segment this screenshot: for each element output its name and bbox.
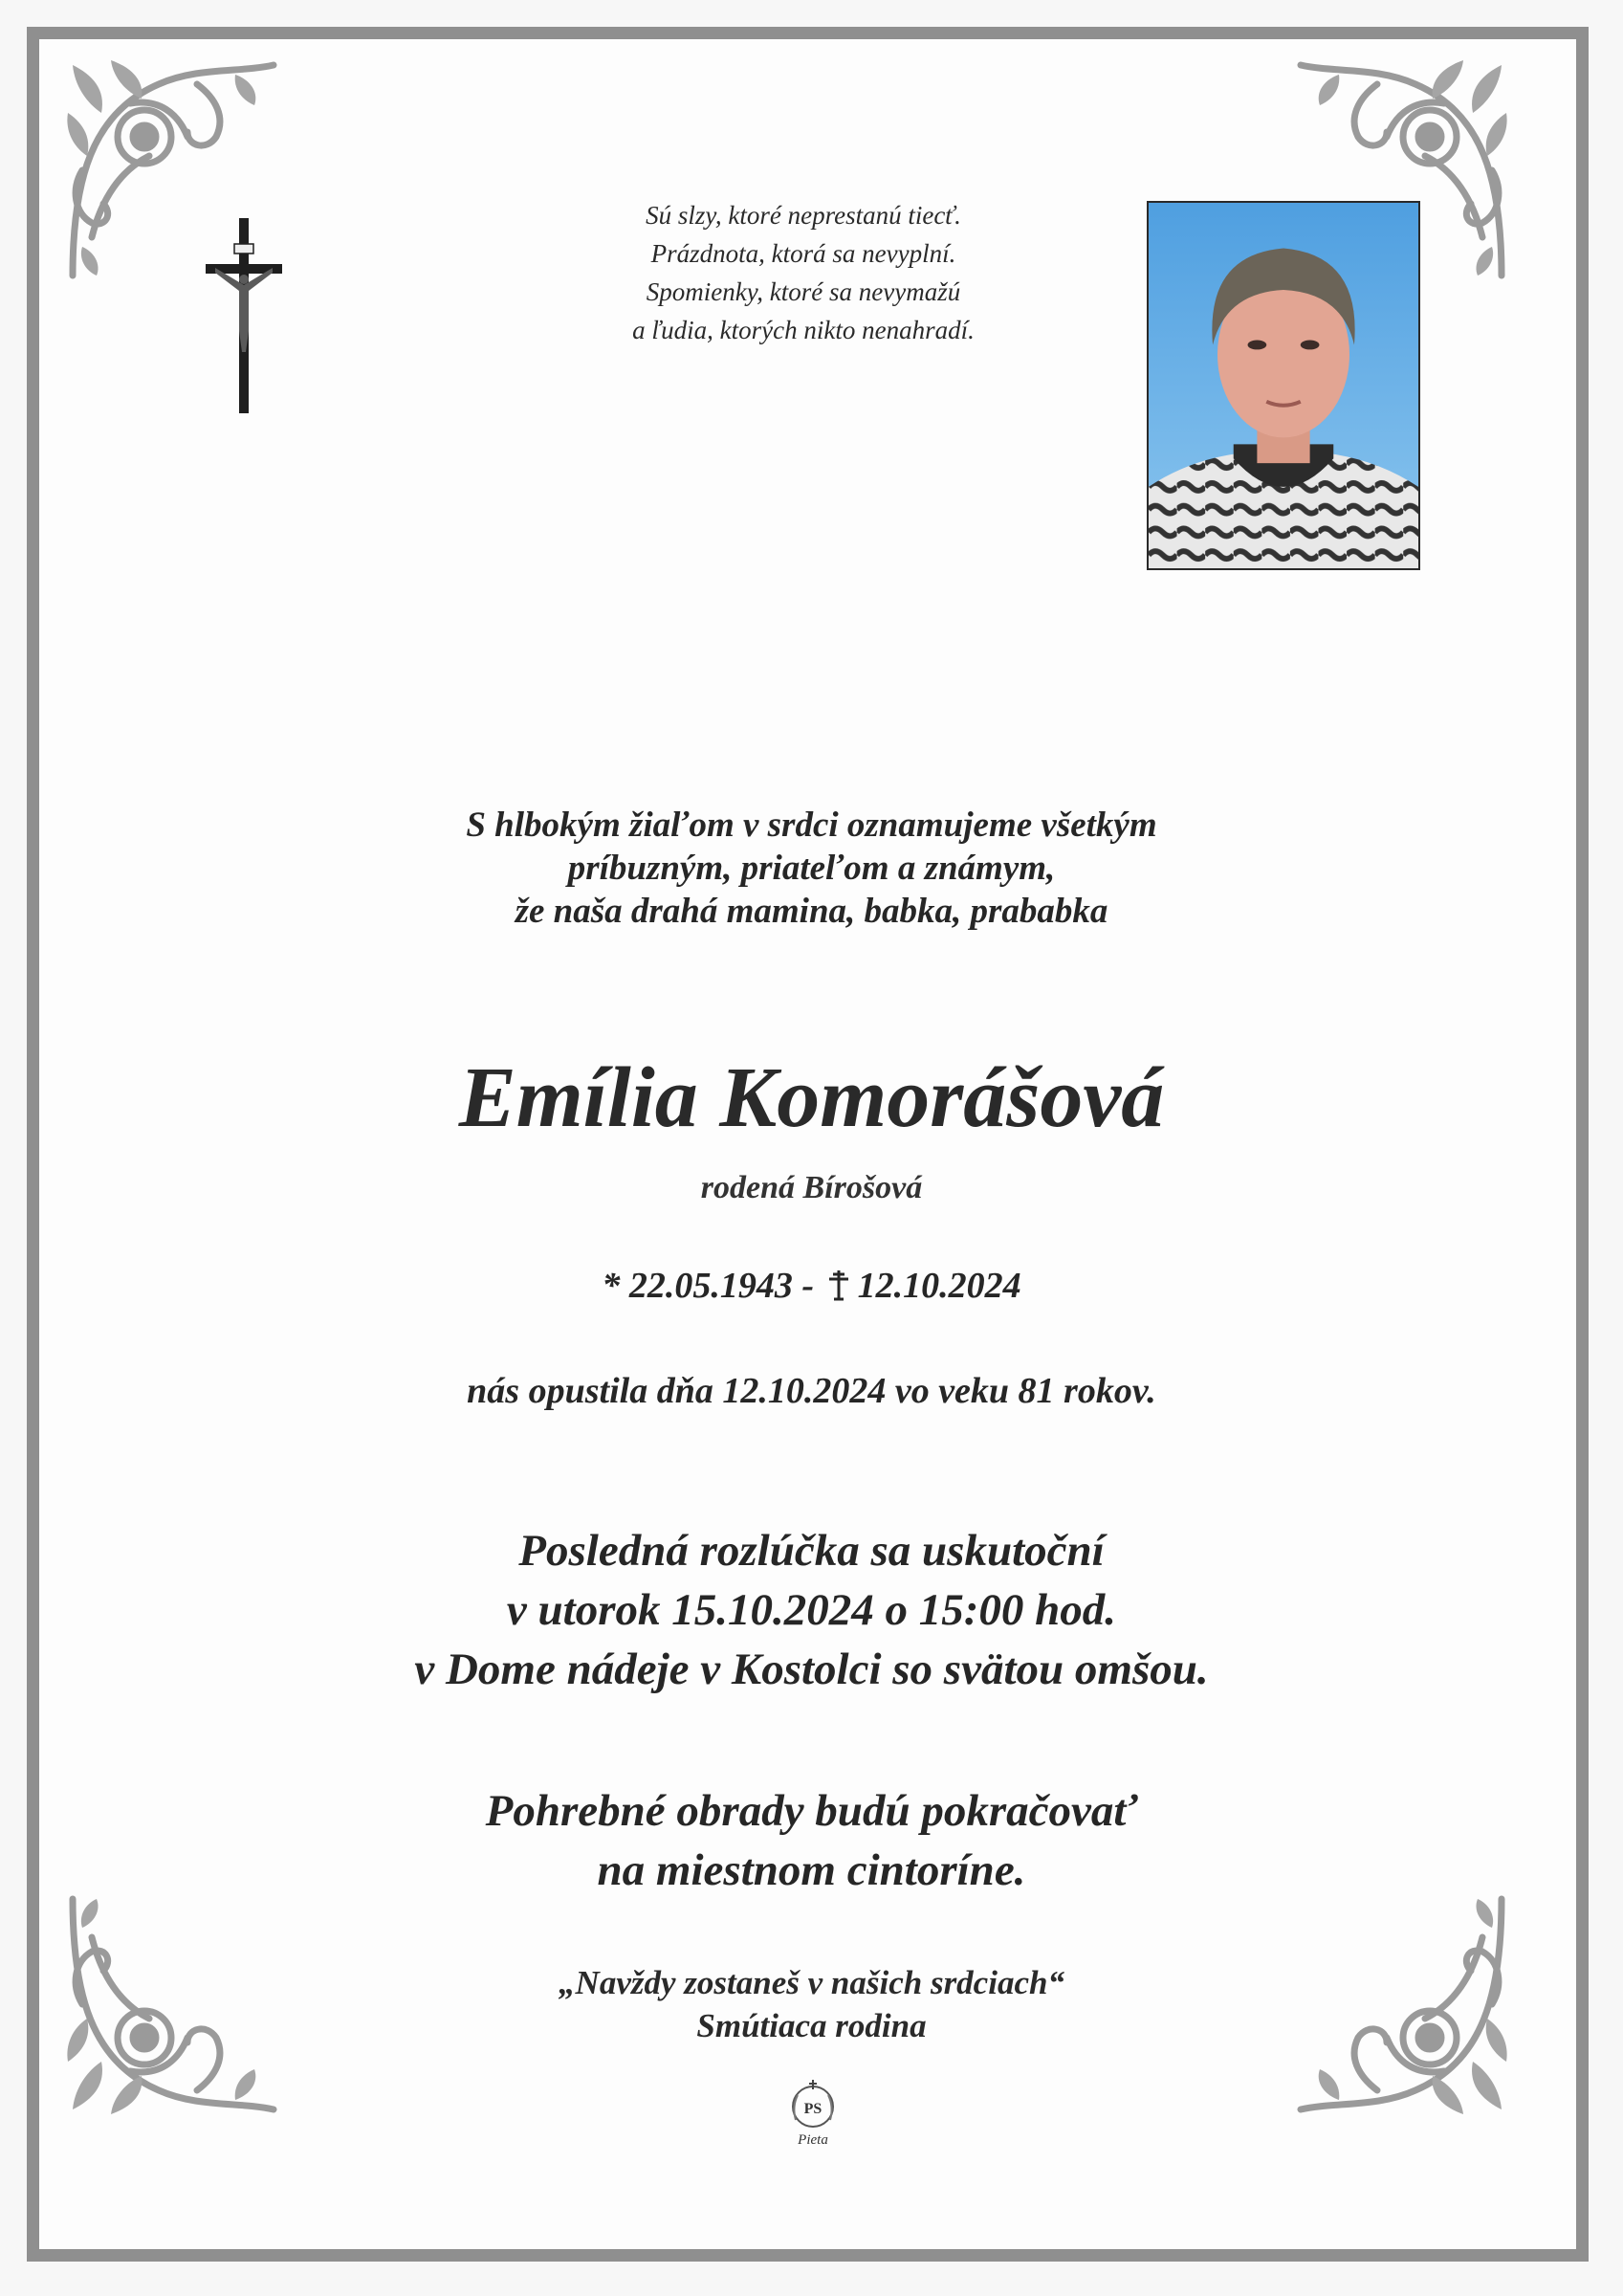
closing [0,1961,1623,2047]
pieta-logo [786,2078,840,2154]
burial-line: Pohrebné obrady budú pokračovať [485,1786,1138,1836]
funeral-line: v Dome nádeje v Kostolci so svätou omšou. [414,1645,1209,1694]
deceased-name: Emília Komorášová [458,1050,1165,1145]
poem-line: Prázdnota, ktorá sa nevyplní. [650,239,956,268]
closing-motto: „Navždy zostaneš v našich srdciach“ [559,1964,1064,2001]
announcement-intro [0,804,1623,933]
funeral-info [0,1521,1623,1699]
logo-monogram: PS [803,2101,822,2117]
funeral-line: Posledná rozlúčka sa uskutoční [518,1526,1105,1576]
crucifix-icon [206,218,282,413]
maiden-name: rodená Bírošová [700,1170,923,1205]
logo-text: Pieta [798,2132,828,2148]
life-dates [0,1265,1623,1307]
intro-line: S hlbokým žiaľom v srdci oznamujeme všetkým [466,806,1157,845]
closing-signature: Smútiaca rodina [696,2007,927,2044]
poem [478,196,1129,349]
intro-line: príbuzným, priateľom a známym, [567,849,1056,888]
age-line: nás opustila dňa 12.10.2024 vo veku 81 rokov. [467,1371,1156,1411]
burial-info [0,1781,1623,1900]
pieta-logo-icon [786,2078,840,2131]
poem-line: a ľudia, ktorých nikto nenahradí. [632,316,975,344]
cross-icon [825,1269,852,1301]
funeral-line: v utorok 15.10.2024 o 15:00 hod. [506,1585,1117,1635]
birth-date: * 22.05.1943 - [602,1266,815,1306]
death-date: 12.10.2024 [857,1266,1021,1306]
intro-line: že naša drahá mamina, babka, prababka [515,892,1108,931]
portrait-photo [1147,201,1420,570]
poem-line: Sú slzy, ktoré neprestanú tiecť. [646,201,961,230]
poem-line: Spomienky, ktoré sa nevymažú [646,277,961,306]
burial-line: na miestnom cintoríne. [597,1845,1026,1895]
